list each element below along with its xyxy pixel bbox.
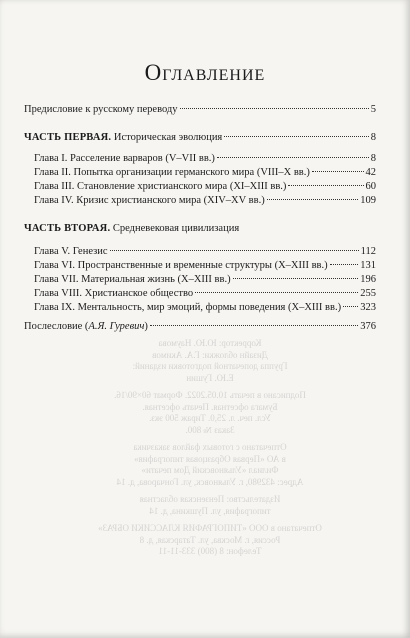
toc-entry-label: Предисловие к русскому переводу	[24, 104, 178, 115]
bleed-line: Корректор: Ю.Ю. Наумова	[158, 338, 262, 348]
dot-leader	[180, 108, 369, 109]
dot-leader	[150, 325, 358, 326]
bleed-line: в АО «Первая Образцовая типография»	[134, 453, 286, 464]
toc-entry-chapter-2	[34, 166, 376, 179]
bleed-line: Телефон: 8 (800) 333-11-11	[158, 546, 262, 556]
bleed-line: Усл. печ. л. 25,0. Тираж 500 экз.	[149, 413, 271, 423]
dot-leader	[217, 157, 369, 158]
toc-entry-page: 131	[360, 260, 376, 271]
bleed-through-text	[60, 338, 360, 558]
toc-entry-label: Глава IV. Кризис христианского мира (XIV–XV вв.)	[34, 195, 265, 206]
toc-entry-chapter-7	[34, 273, 376, 286]
bleed-line: Дизайн обложки: Г.А. Акимов	[152, 349, 268, 360]
toc-entry-page: 109	[360, 195, 376, 206]
toc-entry-page: 196	[360, 274, 376, 285]
bleed-line: Е.Ю. Гушин	[186, 372, 234, 383]
toc-entry-label	[24, 222, 239, 235]
dot-leader	[195, 292, 358, 293]
bleed-line: типография, ул. Пушкина, д. 14	[149, 505, 271, 516]
bleed-line: Россия, г. Москва, ул. Татарская, д. 8	[139, 534, 281, 545]
bleed-line: Подписано в печать 10.05.2022. Формат 60×90/16.	[114, 390, 306, 400]
afterword-label: Послесловие (	[24, 321, 89, 332]
toc-entry-label: Глава VII. Материальная жизнь (X–XIII вв.)	[34, 274, 231, 285]
bleed-line: Адрес: 432980, г. Ульяновск, ул. Гончарова, д. 14	[116, 476, 304, 487]
toc-entry-chapter-4	[34, 194, 376, 207]
bleed-line: Филиал «Ульяновский Дом печати»	[141, 465, 279, 475]
toc-entry-preface	[24, 103, 376, 116]
part-title: Средневековая цивилизация	[110, 223, 240, 234]
bleed-line: Отпечатано с готовых файлов заказчика	[133, 442, 287, 452]
toc-entry-page: 5	[370, 104, 376, 115]
dot-leader	[110, 250, 359, 251]
toc-entry-label: Глава VIII. Христианское общество	[34, 288, 194, 299]
bleed-line: Группа допечатной подготовки изданий:	[132, 361, 288, 371]
part-title: Историческая эволюция	[111, 132, 223, 143]
part-heading: ЧАСТЬ ВТОРАЯ.	[24, 223, 111, 234]
toc-entry-page: 42	[365, 167, 376, 178]
toc-entry-label: Глава III. Становление христианского мира (XI–XIII вв.)	[34, 181, 287, 192]
toc-entry-chapter-6	[34, 259, 376, 272]
toc-entry-chapter-1	[34, 152, 376, 165]
toc-entry-label: Глава I. Расселение варваров (V–VII вв.)	[34, 153, 215, 164]
toc-entry-label: Глава IX. Ментальность, мир эмоций, формы поведения (X–XIII вв.)	[34, 302, 342, 313]
afterword-label-end: )	[144, 321, 148, 332]
toc-entry-label: Глава V. Генезис	[34, 246, 108, 257]
toc-entry-part1	[24, 131, 376, 144]
toc-entry-page: 376	[360, 321, 376, 332]
dot-leader	[233, 278, 359, 279]
toc-entry-label: Глава II. Попытка организации германского мира (VIII–X вв.)	[34, 167, 310, 178]
bleed-line: Издательство: Пензенская областная	[139, 494, 281, 504]
bleed-line: Бумага офсетная. Печать офсетная.	[142, 401, 278, 412]
part-heading: ЧАСТЬ ПЕРВАЯ.	[24, 132, 112, 143]
toc-entry-chapter-9	[34, 301, 376, 314]
toc-entry-page: 255	[360, 288, 376, 299]
toc-entry-afterword	[24, 320, 376, 333]
bleed-line: Заказ № 800.	[185, 424, 235, 435]
toc-entry-page: 8	[370, 153, 376, 164]
toc-entry-page: 323	[360, 302, 376, 313]
toc-entry-chapter-8	[34, 287, 376, 300]
dot-leader	[330, 264, 359, 265]
page-title: Оглавление	[144, 60, 266, 85]
dot-leader	[312, 171, 364, 172]
toc-entry-label: Глава VI. Пространственные и временные структуры (X–XIII вв.)	[34, 260, 328, 271]
dot-leader	[343, 306, 358, 307]
bleed-line: Отпечатано в ООО «ТИПОГРАФИЯ КЛАССИКИ ОБРАЗ»	[98, 523, 322, 533]
toc-entry-page: 112	[360, 246, 376, 257]
dot-leader	[288, 185, 363, 186]
toc-entry-page: 60	[365, 181, 376, 192]
toc-entry-part2	[24, 222, 376, 235]
toc-entry-chapter-3	[34, 180, 376, 193]
dot-leader	[267, 199, 359, 200]
toc-entry-page: 8	[370, 132, 376, 143]
toc-entry-label	[24, 131, 222, 144]
dot-leader	[224, 136, 368, 137]
toc-entry-chapter-5	[34, 245, 376, 258]
afterword-author: А.Я. Гуревич	[88, 321, 145, 332]
toc-entry-label	[24, 320, 148, 333]
